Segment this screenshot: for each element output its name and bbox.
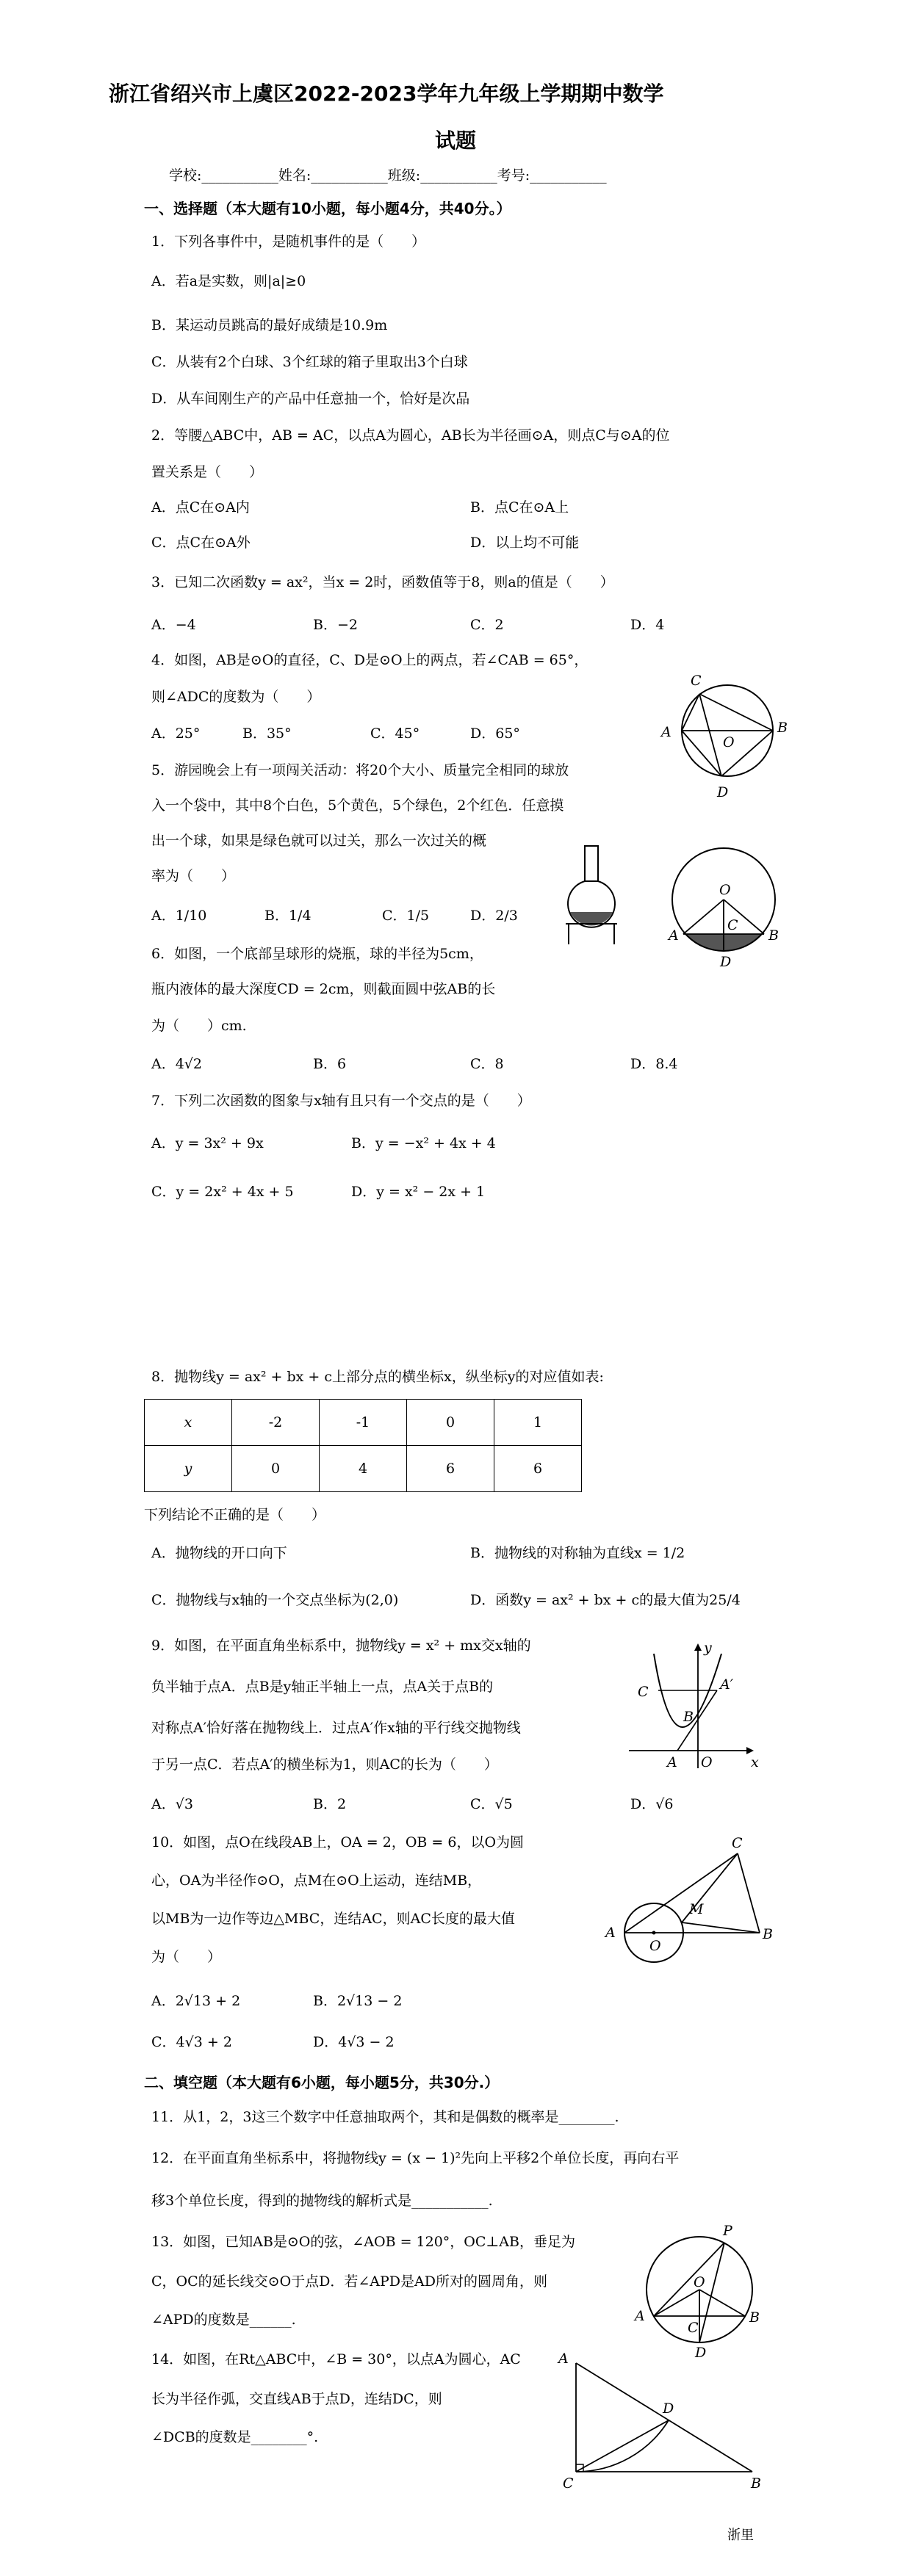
q9-label-aprime: A′ [720, 1676, 734, 1693]
q9-stem-line1: 9．如图，在平面直角坐标系中，抛物线y = x² + mx交x轴的 [151, 1638, 531, 1654]
q10-stem-line4: 为（ ） [151, 1949, 222, 1965]
q10-label-o: O [649, 1938, 661, 1954]
q12-stem-line2: 移3个单位长度，得到的抛物线的解析式是___________. [151, 2193, 493, 2209]
q4-stem-line2: 则∠ADC的度数为（ ） [151, 689, 321, 705]
table-cell: -1 [320, 1400, 407, 1446]
q10-label-c: C [732, 1836, 743, 1851]
q6-label-d: D [720, 954, 732, 969]
q2-option-a: A．点C在⊙A内 [151, 499, 250, 515]
q1-option-a: A．若a是实数，则|a|≥0 [151, 273, 306, 289]
flask-figure [558, 844, 624, 947]
table-row [145, 1400, 582, 1446]
q9-label-a: A [667, 1754, 677, 1770]
q7-option-b: B．y = −x² + 4x + 4 [351, 1135, 496, 1151]
q10-option-c: C．4√3 + 2 [151, 2034, 232, 2050]
q13-label-p: P [723, 2223, 732, 2239]
q6-stem-line1: 6．如图，一个底部呈球形的烧瓶，球的半径为5cm， [151, 946, 483, 962]
q4-label-c: C [691, 673, 702, 689]
table-cell: 6 [494, 1446, 582, 1492]
q4-stem-line1: 4．如图，AB是⊙O的直径，C、D是⊙O上的两点，若∠CAB = 65°， [151, 652, 588, 668]
section1-heading: 一、选择题（本大题有10小题，每小题4分，共40分。） [144, 200, 511, 217]
q9-stem-line4: 于另一点C．若点A′的横坐标为1，则AC的长为（ ） [151, 1756, 498, 1773]
q1-option-c: C．从装有2个白球、3个红球的箱子里取出3个白球 [151, 354, 468, 370]
q9-stem-line2: 负半轴于点A．点B是y轴正半轴上一点，点A关于点B的 [151, 1679, 494, 1695]
q7-option-a: A．y = 3x² + 9x [151, 1135, 264, 1151]
q5-option-c: C．1/5 [382, 908, 430, 924]
q9-stem-line3: 对称点A′恰好落在抛物线上．过点A′作x轴的平行线交抛物线 [151, 1720, 521, 1736]
q8-option-d: D．函数y = ax² + bx + c的最大值为25/4 [470, 1592, 741, 1608]
q10-stem-line3: 以MB为一边作等边△MBC，连结AC，则AC长度的最大值 [151, 1911, 515, 1927]
q13-label-a: A [635, 2308, 645, 2324]
q13-stem-line1: 13．如图，已知AB是⊙O的弦，∠AOB = 120°，OC⊥AB，垂足为 [151, 2234, 575, 2250]
q6-option-c: C．8 [470, 1056, 504, 1072]
q9-label-y: y [704, 1640, 712, 1656]
q9-option-a: A．√3 [151, 1796, 193, 1812]
q4-label-b: B [777, 720, 788, 736]
q9-label-x: x [751, 1754, 759, 1770]
q3-option-a: A．−4 [151, 617, 196, 633]
table-cell: -2 [232, 1400, 320, 1446]
q10-figure [597, 1836, 780, 1968]
q5-stem-line4: 率为（ ） [151, 868, 236, 884]
q7-option-d: D．y = x² − 2x + 1 [351, 1184, 486, 1200]
q2-stem-line2: 置关系是（ ） [151, 464, 264, 480]
q6-label-b: B [768, 927, 779, 944]
q13-label-o: O [694, 2274, 705, 2290]
q13-stem-line3: ∠APD的度数是______. [151, 2312, 296, 2328]
student-info-line: 学校:___________姓名:___________班级:___________考号:___________ [169, 167, 607, 184]
q10-label-a: A [605, 1925, 616, 1941]
table-cell: x [145, 1400, 232, 1446]
q12-stem-line1: 12．在平面直角坐标系中，将抛物线y = (x − 1)²先向上平移2个单位长度，再向右平 [151, 2150, 680, 2166]
q6-circle-figure [654, 844, 793, 969]
q3-option-d: D．4 [630, 617, 665, 633]
q5-option-d: D．2/3 [470, 908, 518, 924]
q13-label-d: D [695, 2345, 707, 2359]
q14-label-d: D [663, 2400, 674, 2417]
q4-label-a: A [661, 724, 671, 740]
q9-label-b: B [683, 1709, 694, 1725]
q14-label-a: A [558, 2351, 569, 2367]
q1-stem: 1．下列各事件中，是随机事件的是（ ） [151, 234, 426, 250]
section2-heading: 二、填空题（本大题有6小题，每小题5分，共30分.） [144, 2074, 500, 2091]
q14-stem-line2: 长为半径作弧，交直线AB于点D，连结DC，则 [151, 2391, 442, 2407]
q9-option-b: B．2 [313, 1796, 347, 1812]
q2-option-d: D．以上均不可能 [470, 535, 580, 551]
q5-stem-line3: 出一个球，如果是绿色就可以过关，那么一次过关的概 [151, 833, 487, 849]
q4-circle-figure [647, 657, 808, 804]
q6-option-a: A．4√2 [151, 1056, 203, 1072]
q9-parabola-figure [624, 1639, 764, 1771]
q9-label-c: C [638, 1684, 649, 1700]
q7-stem: 7．下列二次函数的图象与x轴有且只有一个交点的是（ ） [151, 1093, 531, 1109]
q9-option-c: C．√5 [470, 1796, 513, 1812]
q4-option-a: A．25° [151, 726, 201, 742]
table-cell: 4 [320, 1446, 407, 1492]
q3-option-b: B．−2 [313, 617, 358, 633]
q4-label-o: O [723, 734, 735, 750]
page-title: 浙江省绍兴市上虞区2022-2023学年九年级上学期期中数学 [109, 82, 664, 106]
table-cell: 6 [407, 1446, 494, 1492]
q1-option-b: B．某运动员跳高的最好成绩是10.9m [151, 317, 388, 333]
footer-watermark: 浙里 [727, 2528, 754, 2543]
q14-label-c: C [563, 2475, 574, 2492]
q14-stem-line3: ∠DCB的度数是________°. [151, 2429, 319, 2445]
q4-option-d: D．65° [470, 726, 520, 742]
q4-option-b: B．35° [242, 726, 292, 742]
q6-stem-line2: 瓶内液体的最大深度CD = 2cm，则截面圆中弦AB的长 [151, 981, 496, 997]
table-cell: 1 [494, 1400, 582, 1446]
q5-option-b: B．1/4 [264, 908, 312, 924]
q14-stem-line1: 14．如图，在Rt△ABC中，∠B = 30°，以点A为圆心，AC [151, 2351, 521, 2367]
q13-label-b: B [749, 2309, 760, 2326]
q10-option-a: A．2√13 + 2 [151, 1993, 241, 2009]
q6-stem-line3: 为（ ）cm. [151, 1018, 247, 1034]
q9-option-d: D．√6 [630, 1796, 674, 1812]
q10-stem-line1: 10．如图，点O在线段AB上，OA = 2，OB = 6，以O为圆 [151, 1834, 525, 1850]
q1-option-d: D．从车间刚生产的产品中任意抽一个，恰好是次品 [151, 391, 470, 407]
q10-label-b: B [763, 1926, 773, 1942]
q6-label-o: O [719, 882, 731, 898]
q6-label-a: A [669, 927, 679, 944]
q4-label-d: D [717, 784, 729, 800]
q6-option-b: B．6 [313, 1056, 347, 1072]
q8-option-c: C．抛物线与x轴的一个交点坐标为(2,0) [151, 1592, 399, 1608]
q10-label-m: M [689, 1901, 704, 1917]
table-cell: y [145, 1446, 232, 1492]
q6-option-d: D．8.4 [630, 1056, 678, 1072]
q13-stem-line2: C，OC的延长线交⊙O于点D．若∠APD是AD所对的圆周角，则 [151, 2273, 547, 2290]
table-cell: 0 [407, 1400, 494, 1446]
q14-triangle-figure [552, 2347, 766, 2494]
q5-stem-line2: 入一个袋中，其中8个白色，5个黄色，5个绿色，2个红色．任意摸 [151, 797, 564, 814]
q10-stem-line2: 心，OA为半径作⊙O，点M在⊙O上运动，连结MB， [151, 1873, 482, 1889]
q5-option-a: A．1/10 [151, 908, 207, 924]
q9-label-o: O [701, 1754, 713, 1770]
q14-label-b: B [751, 2475, 761, 2492]
q13-label-c: C [688, 2320, 699, 2336]
q3-option-c: C．2 [470, 617, 504, 633]
q5-stem-line1: 5．游园晚会上有一项闯关活动：将20个大小、质量完全相同的球放 [151, 762, 569, 778]
table-cell: 0 [232, 1446, 320, 1492]
q8-value-table [144, 1399, 582, 1492]
q2-option-c: C．点C在⊙A外 [151, 535, 251, 551]
q8-option-a: A．抛物线的开口向下 [151, 1545, 287, 1561]
table-row [145, 1446, 582, 1492]
q11-stem: 11．从1，2，3这三个数字中任意抽取两个，其和是偶数的概率是________. [151, 2109, 619, 2125]
q2-stem-line1: 2．等腰△ABC中，AB = AC，以点A为圆心，AB长为半径画⊙A，则点C与⊙A的位 [151, 427, 670, 444]
q2-option-b: B．点C在⊙A上 [470, 499, 569, 515]
q4-option-c: C．45° [370, 726, 420, 742]
q8-option-b: B．抛物线的对称轴为直线x = 1/2 [470, 1545, 685, 1561]
q8-stem: 8．抛物线y = ax² + bx + c上部分点的横坐标x，纵坐标y的对应值如表: [151, 1369, 604, 1385]
q6-label-c: C [727, 917, 738, 933]
q7-option-c: C．y = 2x² + 4x + 5 [151, 1184, 294, 1200]
q3-stem: 3．已知二次函数y = ax²，当x = 2时，函数值等于8，则a的值是（ ） [151, 574, 614, 590]
q8-after-table: 下列结论不正确的是（ ） [144, 1507, 326, 1523]
q13-circle-figure [626, 2219, 773, 2359]
q10-option-d: D．4√3 − 2 [313, 2034, 395, 2050]
page-title-line2: 试题 [435, 129, 477, 153]
q10-option-b: B．2√13 − 2 [313, 1993, 403, 2009]
